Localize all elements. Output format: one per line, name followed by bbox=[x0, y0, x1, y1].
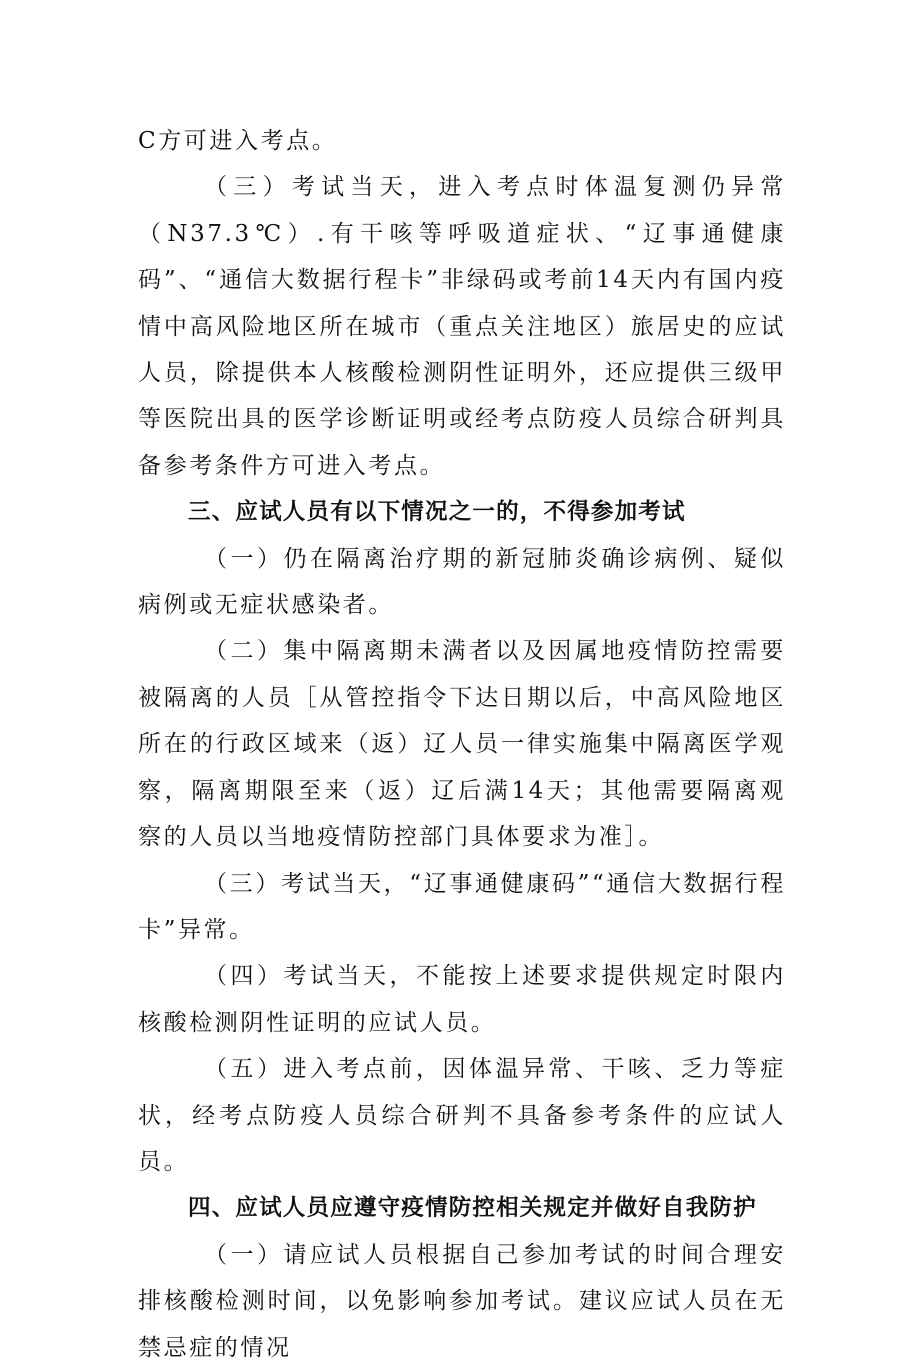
paragraph-item-1-test-timing: （一）请应试人员根据自己参加考试的时间合理安排核酸检测时间，以免影响参加考试。建议应试人员在无禁忌症的情况 bbox=[138, 1241, 786, 1361]
paragraph-item-4-nucleic-test: （四）考试当天，不能按上述要求提供规定时限内核酸检测阴性证明的应试人员。 bbox=[138, 963, 786, 1036]
paragraph-continuation: C方可进入考点。 bbox=[138, 128, 338, 154]
section-heading-4: 四、应试人员应遵守疫情防控相关规定并做好自我防护 bbox=[188, 1195, 757, 1222]
paragraph-item-3-temperature: （三）考试当天，进入考点时体温复测仍异常（N37.3℃）.有干咳等呼吸道症状、“辽事通健康码”、“通信大数据行程卡”非绿码或考前14天内有国内疫情中高风险地区所在城市（重点关注地区）旅居史的应试人员，除提供本人核酸检测阴性证明外，还应提供三级甲等医院出具的医学诊断证明或经考点防疫人员综合研判具备参考条件方可进入考点。 bbox=[138, 174, 786, 479]
section-heading-3: 三、应试人员有以下情况之一的，不得参加考试 bbox=[188, 499, 686, 526]
paragraph-item-2-quarantine: （二）集中隔离期未满者以及因属地疫情防控需要被隔离的人员［从管控指令下达日期以后，中高风险地区所在的行政区域来（返）辽人员一律实施集中隔离医学观察，隔离期限至来（返）辽后满14天；其他需要隔离观察的人员以当地疫情防控部门具体要求为准］。 bbox=[138, 638, 786, 851]
paragraph-item-1-isolation-treatment: （一）仍在隔离治疗期的新冠肺炎确诊病例、疑似病例或无症状感染者。 bbox=[138, 545, 786, 619]
paragraph-item-3-health-code: （三）考试当天，“辽事通健康码”“通信大数据行程卡”异常。 bbox=[138, 870, 786, 943]
paragraph-item-5-symptoms: （五）进入考点前，因体温异常、干咳、乏力等症状，经考点防疫人员综合研判不具备参考条件的应试人员。 bbox=[138, 1056, 786, 1175]
document-page bbox=[138, 118, 786, 1371]
